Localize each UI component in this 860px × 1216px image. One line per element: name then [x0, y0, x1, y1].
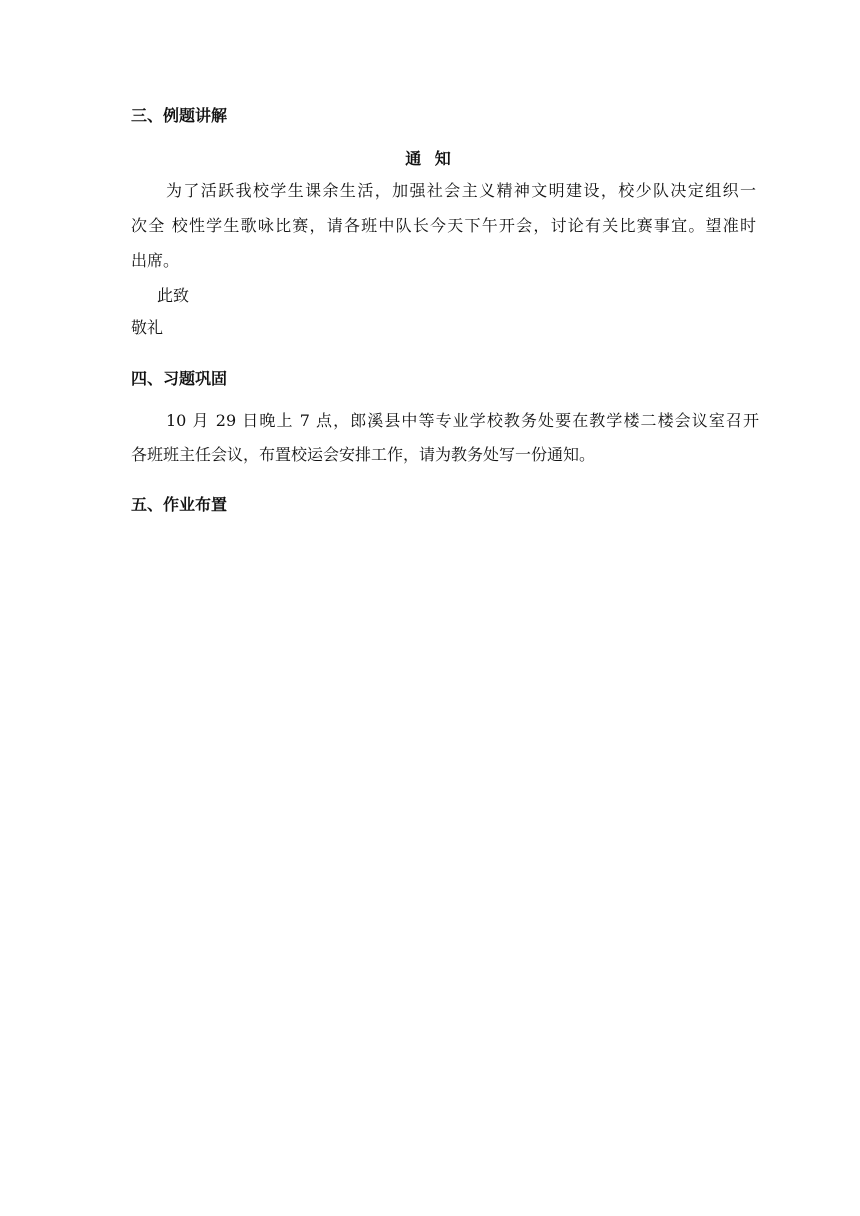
notice-title: 通 知: [405, 149, 455, 168]
example-paragraph-line-1: 为了活跃我校学生课余生活，加强社会主义精神文明建设，校少队决定组织一: [166, 181, 756, 200]
example-paragraph-line-3: 出席。: [131, 251, 180, 270]
section-heading-example: 三、例题讲解: [131, 106, 228, 125]
exercise-paragraph-line-2: 各班班主任会议，布置校运会安排工作，请为教务处写一份通知。: [131, 445, 596, 464]
exercise-paragraph-line-1: 10 月 29 日晚上 7 点，郎溪县中等专业学校教务处要在教学楼二楼会议室召开: [166, 411, 759, 430]
closing-regards: 敬礼: [131, 318, 164, 337]
closing-salutation: 此致: [157, 286, 190, 305]
section-heading-exercise: 四、习题巩固: [131, 369, 228, 388]
section-heading-homework: 五、作业布置: [131, 495, 228, 514]
example-paragraph-line-2: 次全 校性学生歌咏比赛，请各班中队长今天下午开会，讨论有关比赛事宜。望准时: [131, 216, 756, 235]
